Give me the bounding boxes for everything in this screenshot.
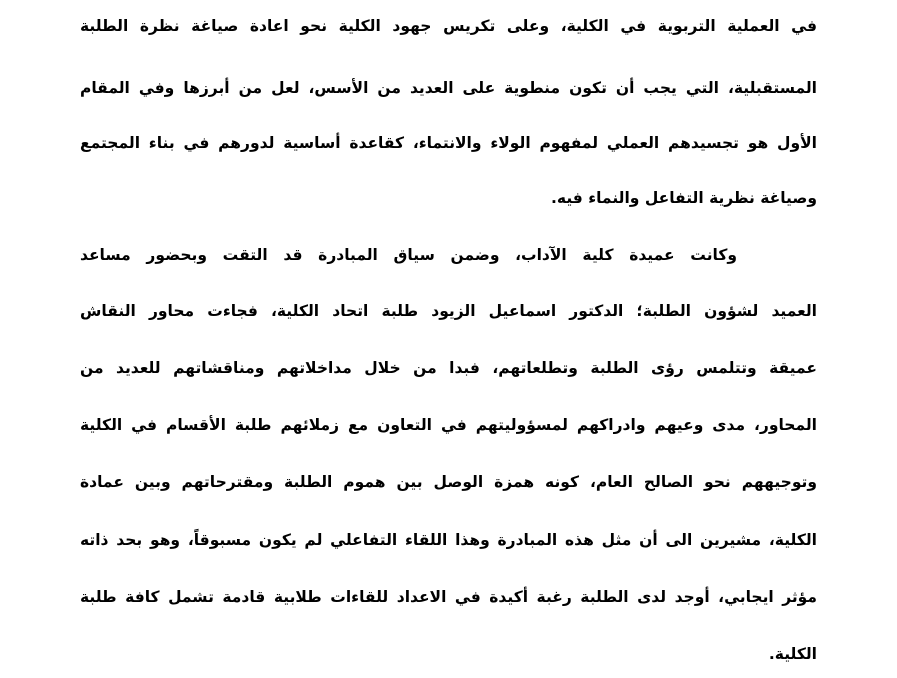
paragraph-1-line-2: المستقبلية، التي يجب أن تكون منطوية على العديد من الأسس، لعل من أبرزها وفي المقام <box>80 79 817 97</box>
paragraph-2-line-1: وكانت عميدة كلية الآداب، وضمن سياق المبادرة قد التقت وبحضور مساعد <box>80 246 737 264</box>
paragraph-2-line-8: الكلية. <box>768 645 817 663</box>
paragraph-1-line-3: الأول هو تجسيدهم العملي لمفهوم الولاء والانتماء، كقاعدة أساسية لدورهم في بناء المجتمع <box>80 134 817 152</box>
paragraph-2-line-4: المحاور، مدى وعيهم وادراكهم لمسؤوليتهم في التعاون مع زملائهم طلبة الأقسام في الكلية <box>80 416 817 434</box>
paragraph-2-line-2: العميد لشؤون الطلبة؛ الدكتور اسماعيل الزيود طلبة اتحاد الكلية، فجاءت محاور النقاش <box>80 302 817 320</box>
paragraph-1-line-1: في العملية التربوية في الكلية، وعلى تكريس جهود الكلية نحو اعادة صياغة نظرة الطلبة <box>80 17 817 35</box>
paragraph-2-line-6: الكلية، مشيرين الى أن مثل هذه المبادرة وهذا اللقاء التفاعلي لم يكون مسبوقاً، وهو بحد ذاته <box>80 531 817 549</box>
paragraph-1-line-4: وصياغة نظرية التفاعل والنماء فيه. <box>551 189 817 207</box>
paragraph-2-line-3: عميقة وتتلمس رؤى الطلبة وتطلعاتهم، فبدا من خلال مداخلاتهم ومناقشاتهم للعديد من <box>80 359 817 377</box>
paragraph-2-line-5: وتوجيههم نحو الصالح العام، كونه همزة الوصل بين هموم الطلبة ومقترحاتهم وبين عمادة <box>80 473 817 491</box>
paragraph-2-line-7: مؤثر ايجابي، أوجد لدى الطلبة رغبة أكيدة في الاعداد للقاءات طلابية قادمة تشمل كافة طلبة <box>80 588 817 606</box>
